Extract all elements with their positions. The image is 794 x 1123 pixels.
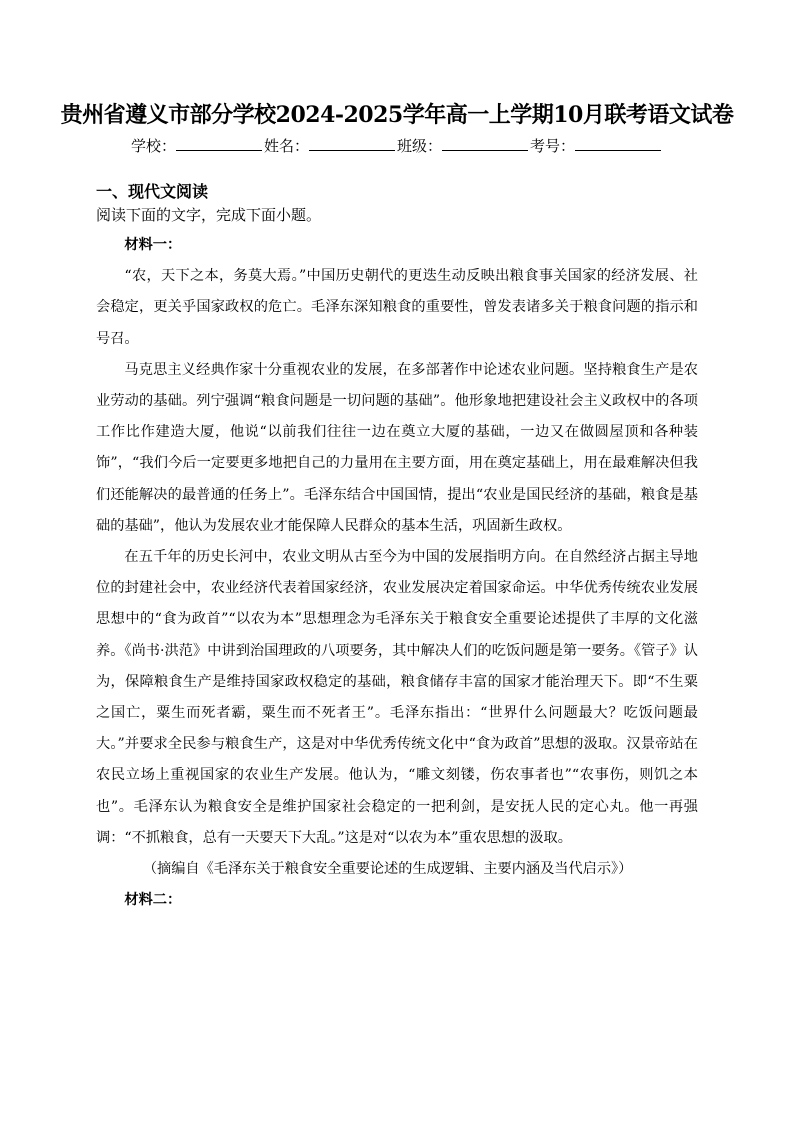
school-field <box>131 133 264 159</box>
material-one-paragraph: 在五千年的历史长河中，农业文明从古至今为中国的发展指明方向。在自然经济占据主导地位的封建社会中，农业经济代表着国家经济，农业发展决定着国家命运。中华优秀传统农业发展思想中的“食为政首”“以农为本”思想理念为毛泽东关于粮食安全重要论述提供了丰厚的文化滋养。《尚书·洪范》中讲到治国理政的八项要务，其中解决人们的吃饭问题是第一要务。《管子》认为，保障粮食生产是维持国家政权稳定的基础，粮食储存丰富的国家才能治理天下。即“不生粟之国亡，粟生而死者霸，粟生而不死者王”。毛泽东指出：“世界什么问题最大？吃饭问题最大。”并要求全民参与粮食生产，这是对中华优秀传统文化中“食为政首”思想的汲取。汉景帝站在农民立场上重视国家的农业生产发展。他认为，“雕文刻镂，伤农事者也”“农事伤，则饥之本也”。毛泽东认为粮食安全是维护国家社会稳定的一把利剑，是安抚人民的定心丸。他一再强调：“不抓粮食，总有一天要天下大乱。”这是对“以农为本”重农思想的汲取。 <box>96 549 698 846</box>
section-heading: 一、现代文阅读 <box>96 182 209 201</box>
class-label: 班级： <box>397 137 443 155</box>
exam-title: 贵州省遵义市部分学校2024-2025学年高一上学期10月联考语文试卷 <box>60 102 734 128</box>
class-blank <box>442 136 528 151</box>
class-field <box>397 133 530 159</box>
exam-number-blank <box>575 136 661 151</box>
reading-instruction: 阅读下面的文字，完成下面小题。 <box>96 206 322 224</box>
exam-number-label: 考号： <box>530 137 576 155</box>
material-one-source: （摘编自《毛泽东关于粮食安全重要论述的生成逻辑、主要内涵及当代启示》） <box>142 861 633 878</box>
student-info-line <box>0 133 794 159</box>
material-one-paragraph: “农，天下之本，务莫大焉。”中国历史朝代的更迭生动反映出粮食事关国家的经济发展、社会稳定，更关乎国家政权的危亡。毛泽东深知粮食的重要性，曾发表诸多关于粮食问题的指示和号召。 <box>96 268 698 347</box>
name-blank <box>309 136 395 151</box>
school-label: 学校： <box>130 137 176 155</box>
exam-number-field <box>530 133 663 159</box>
reading-passage <box>96 230 698 916</box>
material-one-paragraph: 马克思主义经典作家十分重视农业的发展，在多部著作中论述农业问题。坚持粮食生产是农业劳动的基础。列宁强调“粮食问题是一切问题的基础”。他形象地把建设社会主义政权中的各项工作比作建造大厦，他说“以前我们往往一边在奠立大厦的基础，一边又在做圆屋顶和各种装饰”，“我们今后一定要更多地把自己的力量用在主要方面，用在奠定基础上，用在最难解决但我们还能解决的最普通的任务上”。毛泽东结合中国国情，提出“农业是国民经济的基础，粮食是基础的基础”，他认为发展农业才能保障人民群众的基本生活，巩固新生政权。 <box>96 361 698 534</box>
name-field <box>264 133 397 159</box>
material-two-label: 材料二： <box>124 892 182 909</box>
name-label: 姓名： <box>263 137 309 155</box>
school-blank <box>176 136 262 151</box>
material-one-label: 材料一： <box>124 237 182 253</box>
